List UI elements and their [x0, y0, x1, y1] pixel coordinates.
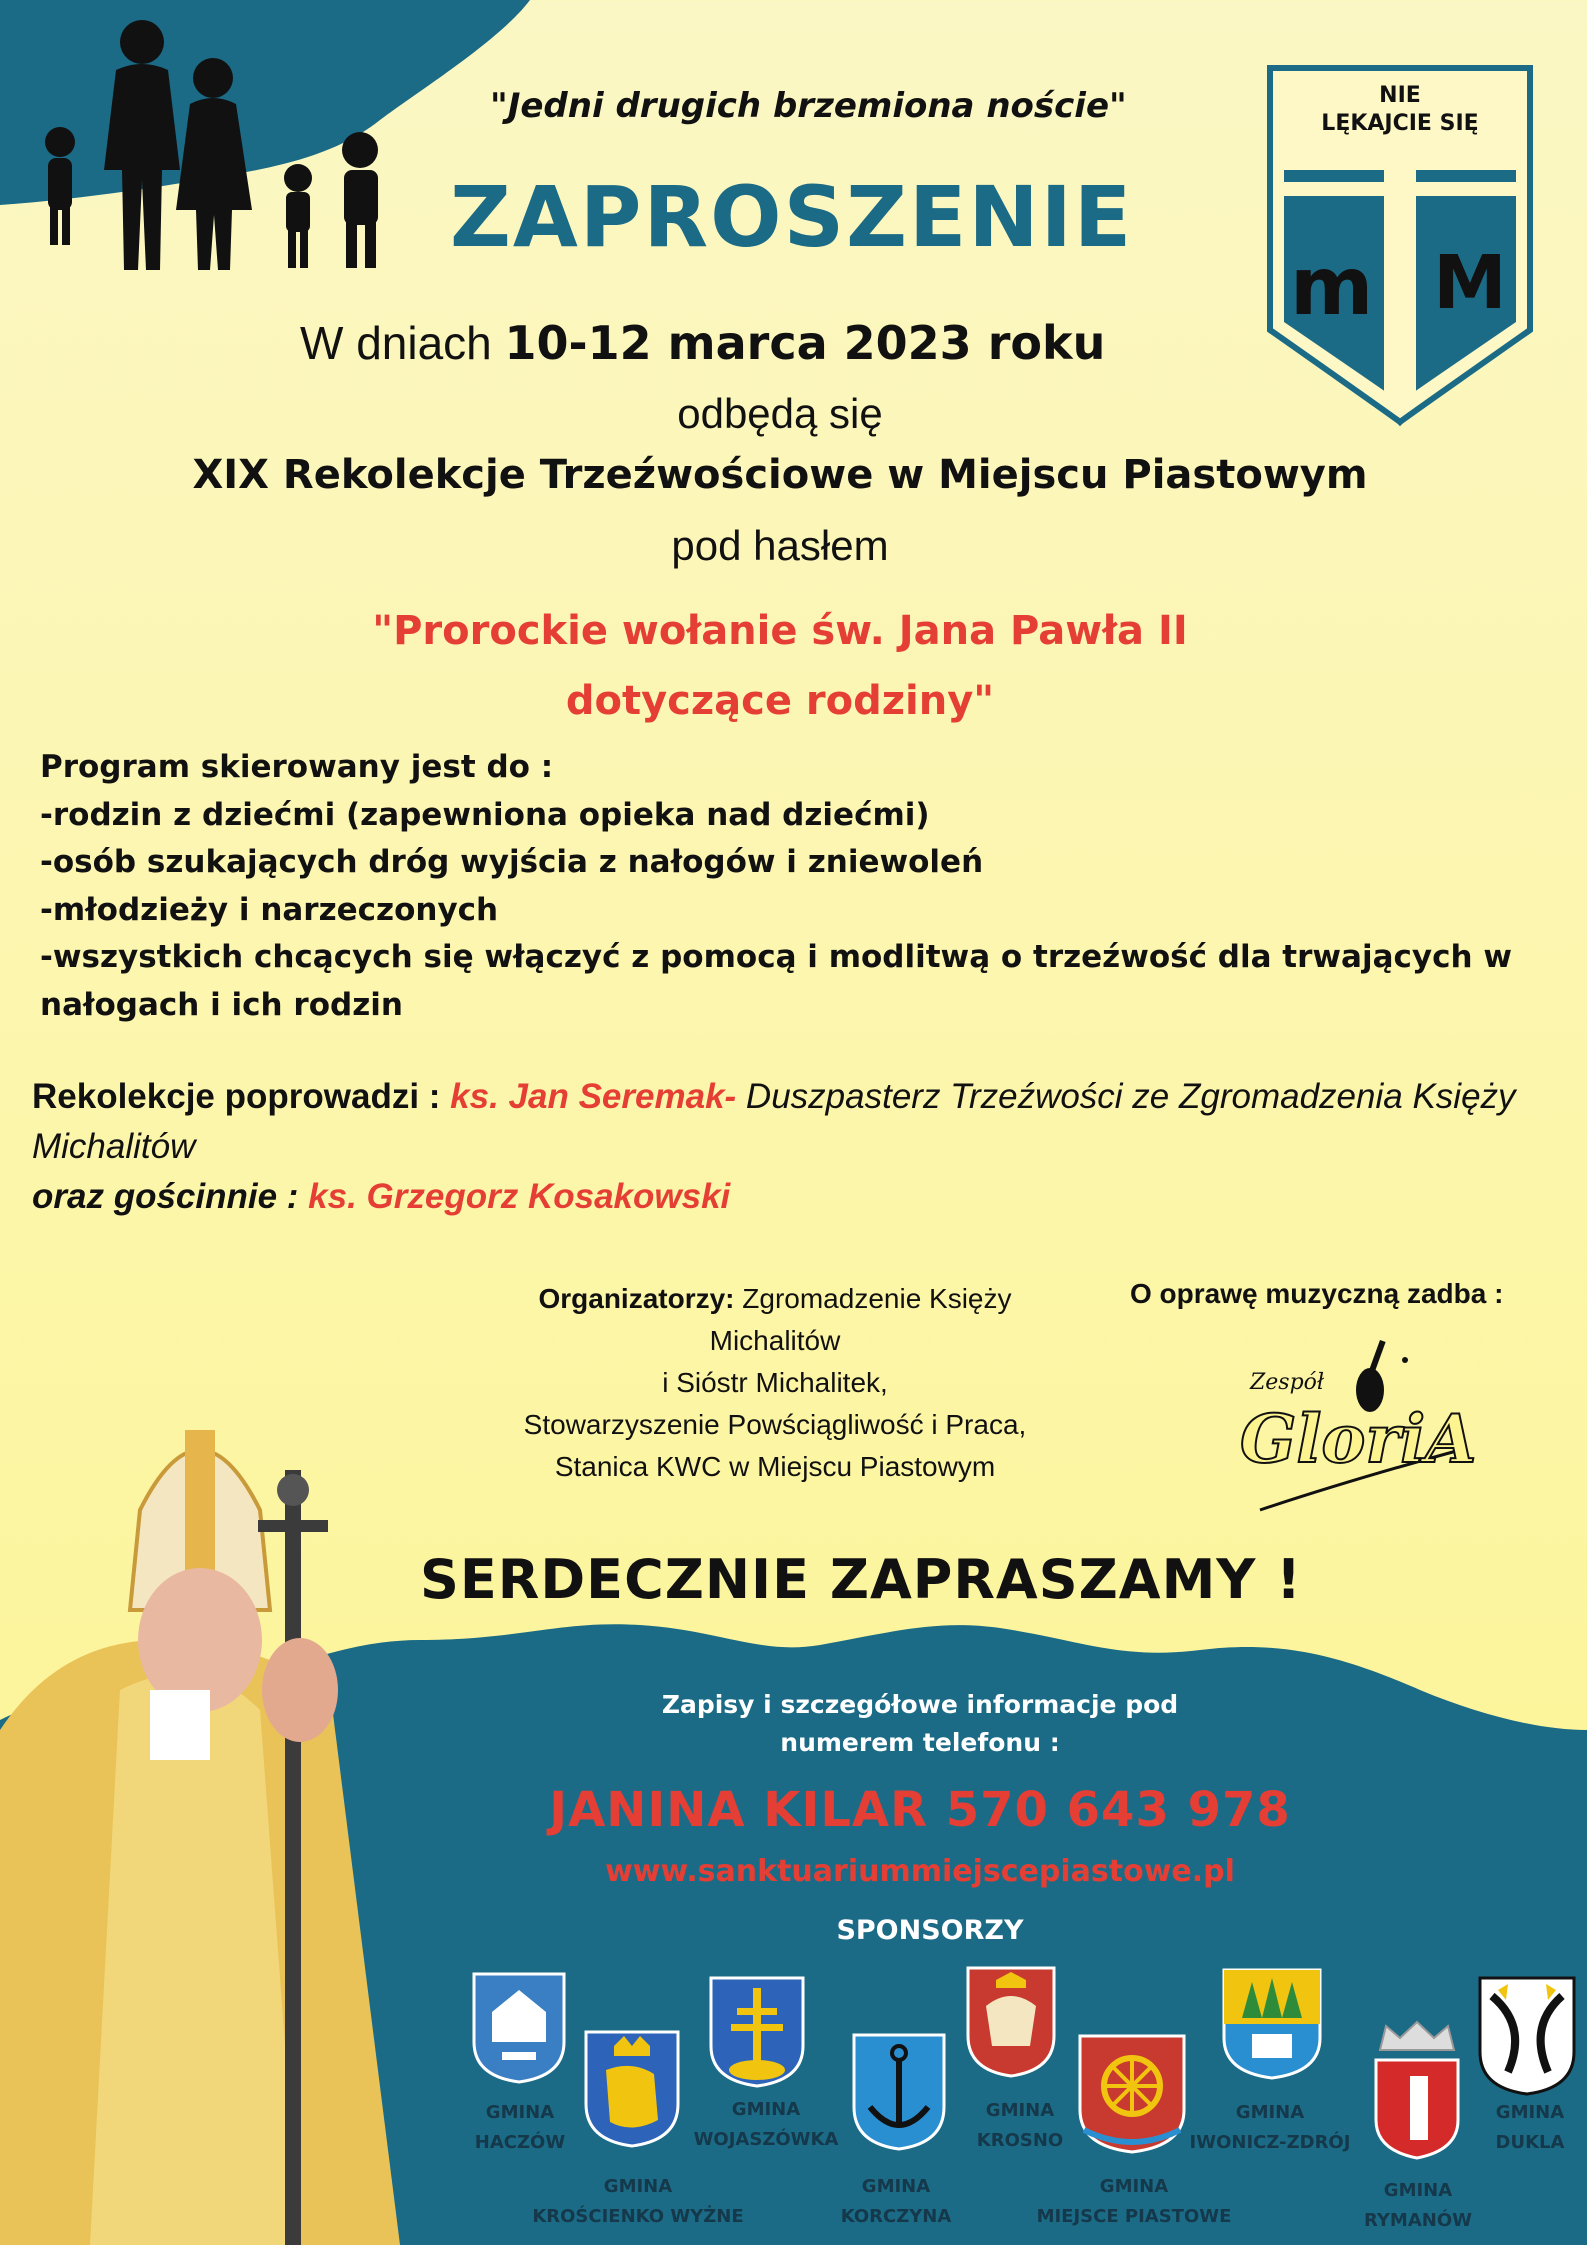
organizers-section [480, 1278, 1070, 1488]
organizers-line: Michalitów [709, 1325, 841, 1356]
music-label: O oprawę muzyczną zadba : [1130, 1278, 1504, 1309]
organizers-line: Zgromadzenie Księży [742, 1283, 1012, 1314]
will-be-held-text: odbędą się [677, 390, 883, 437]
leader-name: ks. Jan Seremak- [450, 1077, 737, 1116]
leader-role: Duszpasterz Trzeźwości ze Zgromadzenia Księży Michalitów [32, 1077, 1516, 1166]
sponsor-label-line: GMINA [731, 2099, 801, 2120]
sponsor-label-line: RYMANÓW [1364, 2210, 1472, 2231]
date-intro: W dniach [300, 317, 492, 369]
dukla-coat-of-arms-icon [1478, 1976, 1576, 2096]
sponsor-label-line: KROŚCIENKO WYŻNE [532, 2206, 744, 2227]
under-motto-text: pod hasłem [671, 522, 889, 569]
sponsor-label-line: GMINA [1099, 2176, 1169, 2197]
date-line [300, 316, 1105, 370]
krosno-coat-of-arms-icon [966, 1966, 1056, 2078]
sponsor-label-korczyna [766, 2172, 1026, 2232]
website-link[interactable]: www.sanktuariummiejscepiastowe.pl [605, 1854, 1235, 1889]
nie-lekajcie-sie-logo [1262, 60, 1538, 428]
sponsor-label-line: KROSNO [976, 2130, 1064, 2151]
slogan-line-1: "Prorockie wołanie św. Jana Pawła II [372, 608, 1188, 654]
organizers-label: Organizatorzy: [538, 1283, 735, 1314]
sponsor-label-rymanow [1288, 2176, 1548, 2236]
sponsor-label-line: GMINA [861, 2176, 931, 2197]
signup-line-2: numerem telefonu : [780, 1728, 1060, 1757]
organizers-line: Stowarzyszenie Powściągliwość i Praca, [523, 1409, 1027, 1440]
sponsor-label-line: WOJASZÓWKA [693, 2129, 839, 2150]
sponsor-label-line: GMINA [1383, 2180, 1453, 2201]
guest-label: oraz gościnnie : [32, 1177, 299, 1216]
logo-line1: NIE [1379, 83, 1421, 108]
sponsors-title: SPONSORZY [836, 1915, 1024, 1946]
sponsor-label-line: MIEJSCE PIASTOWE [1036, 2206, 1232, 2227]
sponsor-label-line: GMINA [1495, 2102, 1565, 2123]
guest-name: ks. Grzegorz Kosakowski [308, 1177, 731, 1216]
band-small-label: Zespół [1250, 1370, 1325, 1395]
sponsor-label-line: DUKLA [1495, 2132, 1565, 2153]
motto-quote: "Jedni drugich brzemiona noście" [490, 86, 1127, 126]
program-heading: Program skierowany jest do : [40, 749, 554, 785]
organizers-line: Stanica KWC w Miejscu Piastowym [554, 1451, 996, 1482]
logo-line2: LĘKAJCIE SIĘ [1321, 111, 1479, 136]
sponsor-label-dukla [1400, 2098, 1587, 2158]
date-range: 10-12 marca 2023 roku [504, 316, 1106, 370]
sponsor-label-line: GMINA [603, 2176, 673, 2197]
sponsor-label-miejsce-piastowe [1004, 2172, 1264, 2232]
program-item: -rodzin z dziećmi (zapewniona opieka nad dziećmi) [40, 796, 930, 833]
sponsor-label-iwonicz-zdroj [1140, 2098, 1400, 2158]
slogan-line-2: dotyczące rodziny" [565, 678, 995, 724]
page-title: ZAPROSZENIE [450, 168, 1134, 266]
program-section [40, 744, 1570, 1029]
program-item: -wszystkich chcących się włączyć z pomocą i modlitwą o trzeźwość dla trwających w nałogach i ich rodzin [40, 939, 1512, 1023]
logo-right-letter: M [1433, 240, 1507, 326]
program-item: -młodzieży i narzeczonych [40, 891, 499, 928]
sponsor-label-line: IWONICZ-ZDRÓJ [1189, 2132, 1351, 2153]
contact-phone[interactable]: JANINA KILAR 570 643 978 [549, 1782, 1291, 1838]
invite-heading: SERDECZNIE ZAPRASZAMY ! [420, 1548, 1302, 1611]
haczow-coat-of-arms-icon [472, 1972, 566, 2084]
sponsor-label-line: GMINA [485, 2102, 555, 2123]
sponsor-label-kroscienko-wyzne [508, 2172, 768, 2232]
wojaszowka-coat-of-arms-icon [709, 1976, 805, 2088]
program-item: -osób szukających dróg wyjścia z nałogów i zniewoleń [40, 844, 984, 880]
gloria-band-logo [1230, 1330, 1480, 1520]
leader-label: Rekolekcje poprowadzi : [32, 1077, 441, 1116]
logo-left-letter: m [1290, 240, 1374, 333]
sponsor-label-haczow [390, 2098, 650, 2158]
signup-line-1: Zapisy i szczegółowe informacje pod [661, 1690, 1179, 1719]
organizers-line: i Sióstr Michalitek, [662, 1367, 888, 1398]
leaders-section [32, 1072, 1572, 1222]
family-silhouette [30, 20, 410, 280]
sponsor-label-line: HACZÓW [474, 2132, 566, 2153]
sponsor-label-line: KORCZYNA [840, 2206, 952, 2227]
signup-info [560, 1686, 1280, 1762]
sponsor-label-wojaszowka [636, 2095, 896, 2155]
sponsor-label-line: GMINA [985, 2100, 1055, 2121]
sponsor-label-line: GMINA [1235, 2102, 1305, 2123]
sponsor-label-krosno [890, 2096, 1150, 2156]
event-name: XIX Rekolekcje Trzeźwościowe w Miejscu Piastowym [192, 452, 1368, 498]
band-name: GloriA [1240, 1400, 1477, 1478]
iwonicz-zdroj-coat-of-arms-icon [1222, 1968, 1322, 2080]
